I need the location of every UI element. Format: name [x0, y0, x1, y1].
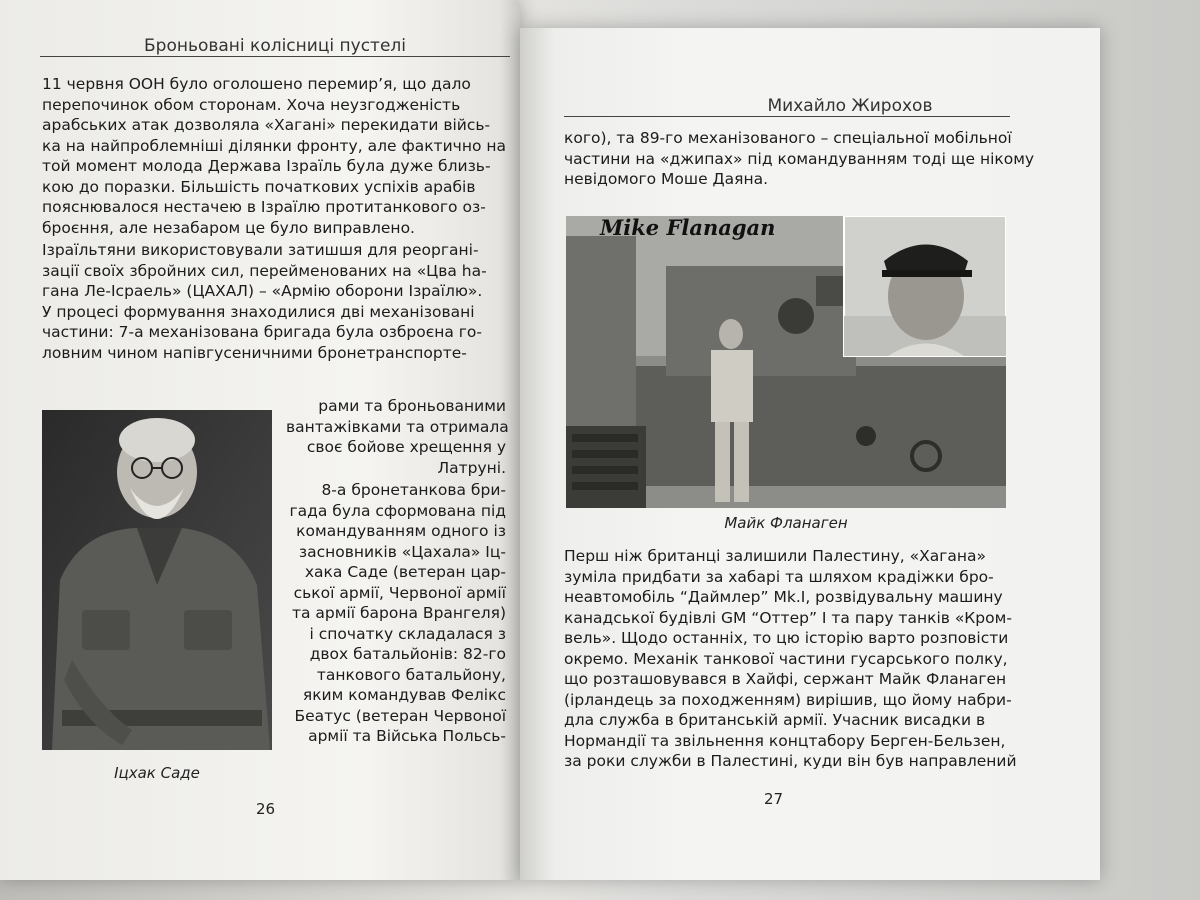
text-line: кою до поразки. Більшість початкових успіхів арабів: [42, 177, 476, 196]
text-line: гана Ле-Ісраель» (ЦАХАЛ) – «Армію оборони Ізраїлю».: [42, 282, 483, 300]
text-line: той момент молода Держава Ізраїль була дуже близь-: [42, 157, 491, 175]
text-line: зації своїх збройних сил, перейменованих на «Цва ha-: [42, 261, 487, 280]
text-line: зуміла придбати за хабарі та шляхом крадіжки бро-: [564, 567, 994, 586]
right-running-head: Михайло Жирохов: [767, 96, 933, 116]
text-line: гада була сформована під: [289, 501, 506, 520]
text-line: (ірландець за походженням) вирішив, що йому набри-: [564, 690, 1012, 709]
tank-photo: [566, 216, 1006, 508]
text-line: яким командував Фелікс: [302, 686, 506, 704]
text-line: командуванням одного із: [296, 522, 506, 540]
right-intro-text: [564, 128, 1035, 190]
text-line: Беатус (ветеран Червоної: [294, 706, 506, 725]
text-line: ської армії, Червоної армії: [293, 583, 506, 602]
left-paragraph-1: [42, 74, 512, 238]
text-line: невідомого Моше Даяна.: [564, 170, 769, 188]
text-line: Нормандії та звільнення концтабору Берген-Бельзен,: [564, 731, 1006, 750]
photo-label: Mike Flanagan: [600, 216, 776, 240]
text-line: У процесі формування знаходилися дві механізовані: [42, 302, 475, 321]
text-line: що розташовувався в Хайфі, сержант Майк Фланаген: [564, 670, 1007, 688]
text-line: кого), та 89-го механізованого – спеціальної мобільної: [564, 129, 1012, 147]
text-line: частини на «джипах» під командуванням тоді ще нікому: [564, 149, 1035, 168]
text-line: двох батальйонів: 82-го: [309, 645, 506, 663]
text-line: броєння, але незабаром це було виправлено.: [42, 218, 415, 237]
left-page-number: 26: [256, 800, 276, 818]
text-line: армії та Війська Польсь-: [308, 727, 506, 745]
portrait-photo: [42, 410, 272, 750]
text-line: засновників «Цахала» Іц-: [298, 542, 506, 561]
text-line: за роки служби в Палестині, куди він був направлений: [564, 752, 1017, 770]
text-line: Перш ніж британці залишили Палестину, «Хагана»: [564, 547, 987, 565]
text-line: 8-а бронетанкова бри-: [321, 481, 506, 499]
text-line: та армії барона Врангеля): [291, 604, 506, 622]
text-line: канадської будівлі GM “Оттер” I та пару танків «Кром-: [564, 608, 1012, 627]
text-line: неавтомобіль “Даймлер” Mk.I, розвідувальну машину: [564, 588, 1003, 606]
right-header-rule: [564, 116, 1010, 117]
left-page: [0, 0, 520, 880]
text-line: рами та броньованими: [318, 397, 506, 415]
tank-photo-caption: Майк Фланаген: [724, 514, 848, 532]
text-line: танкового батальйону,: [316, 665, 506, 684]
text-line: своє бойове хрещення у: [306, 438, 506, 456]
left-header-rule: [40, 56, 510, 57]
portrait-image: [42, 410, 272, 750]
left-paragraph-3: [286, 396, 509, 478]
text-line: Латруні.: [437, 458, 506, 477]
left-paragraph-2: [42, 240, 512, 363]
text-line: 11 червня ООН було оголошено перемир’я, що дало: [42, 75, 471, 93]
left-running-head: Броньовані колісниці пустелі: [143, 36, 406, 56]
portrait-caption: Іцхак Саде: [114, 764, 200, 782]
text-line: і спочатку складалася з: [309, 624, 506, 643]
text-line: частини: 7-а механізована бригада була озброєна го-: [42, 323, 482, 341]
text-line: хака Саде (ветеран цар-: [304, 563, 506, 581]
text-line: пояснювалося нестачею в Ізраїлю протитанкового оз-: [42, 198, 486, 216]
text-line: ка на найпроблемніші ділянки фронту, але фактично на: [42, 136, 506, 155]
right-paragraph: [564, 546, 1017, 772]
right-page: [520, 28, 1100, 880]
right-page-number: 27: [764, 790, 784, 808]
text-line: вель». Щодо останніх, то цю історію варто розповісти: [564, 629, 1009, 647]
text-line: окремо. Механік танкової частини гусарського полку,: [564, 649, 1008, 668]
text-line: дла служба в британській армії. Учасник висадки в: [564, 711, 986, 729]
tank-image: [566, 216, 1006, 508]
left-paragraph-4: [286, 480, 506, 747]
text-line: арабських атак дозволяла «Хагані» перекидати війсь-: [42, 116, 491, 134]
text-line: перепочинок обом сторонам. Хоча неузгодженість: [42, 95, 461, 114]
text-line: вантажівками та отримала: [286, 417, 509, 436]
text-line: Ізраїльтяни використовували затишшя для реоргані-: [42, 241, 479, 259]
text-line: ловним чином напівгусеничними бронетранспорте-: [42, 343, 467, 362]
